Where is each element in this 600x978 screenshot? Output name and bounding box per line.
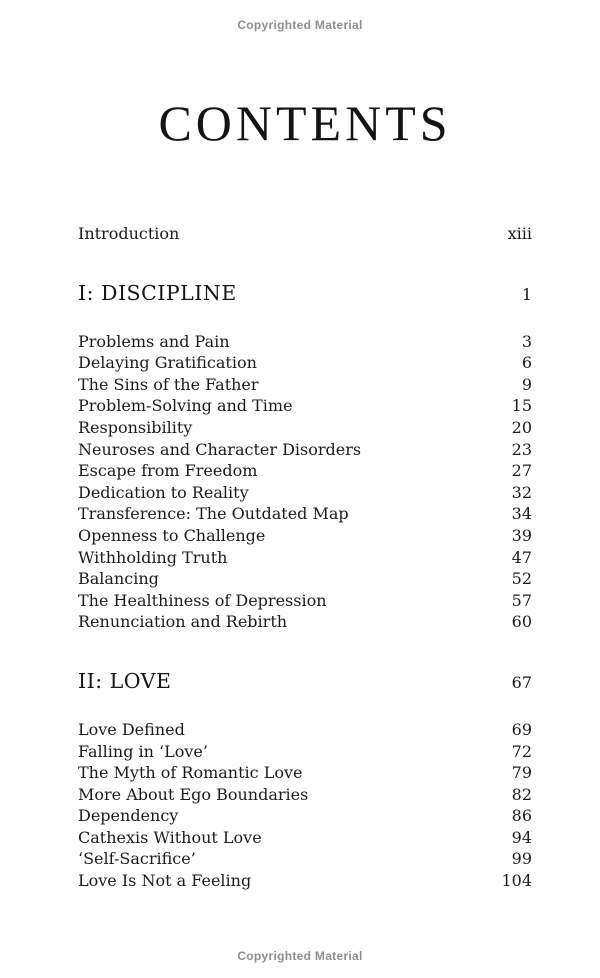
toc-row — [78, 719, 532, 741]
toc-entry-label: Renunciation and Rebirth — [78, 612, 288, 632]
toc-row — [78, 784, 532, 806]
toc-entry-label: The Healthiness of Depression — [78, 590, 327, 610]
copyright-notice-top: Copyrighted Material — [237, 18, 363, 32]
toc-entry-page: 57 — [511, 590, 532, 610]
toc-entry-label: Transference: The Outdated Map — [78, 504, 349, 524]
page-title: CONTENTS — [158, 95, 452, 151]
toc-entry-page: xiii — [507, 224, 532, 243]
toc-entry-page: 15 — [511, 396, 532, 416]
section-heading-label: II: LOVE — [78, 668, 172, 693]
toc-entry-label: Balancing — [78, 569, 159, 589]
toc-entry-page: 27 — [511, 461, 532, 481]
toc-entry-label: The Sins of the Father — [78, 374, 259, 394]
toc-entry-label: Neuroses and Character Disorders — [78, 439, 362, 459]
toc-entry-page: 94 — [511, 827, 532, 847]
copyright-notice-bottom: Copyrighted Material — [237, 949, 363, 963]
toc-entry-page: 86 — [511, 806, 532, 826]
toc-entry-page: 20 — [511, 417, 532, 437]
toc-entry-label: Dedication to Reality — [78, 482, 249, 502]
toc-entry-label: Love Is Not a Feeling — [78, 871, 252, 891]
toc-entry-page: 23 — [511, 439, 532, 459]
toc-entry-page: 60 — [511, 612, 532, 632]
toc-row — [78, 395, 532, 417]
toc-entry-label: Withholding Truth — [78, 547, 228, 567]
toc-section-heading — [78, 670, 532, 694]
toc-entry-page: 32 — [511, 482, 532, 502]
toc-entry-page: 69 — [511, 719, 532, 739]
toc-front-matter-row — [78, 223, 532, 245]
toc-entry-label: Responsibility — [78, 417, 193, 437]
toc-row — [78, 762, 532, 784]
toc-row — [78, 374, 532, 396]
toc-entry-label: Falling in ‘Love’ — [78, 741, 208, 761]
toc-entry-label: Problems and Pain — [78, 331, 230, 351]
toc-section-heading — [78, 282, 532, 306]
toc-row — [78, 741, 532, 763]
toc-row — [78, 848, 532, 870]
section-heading-page: 67 — [511, 672, 532, 692]
toc-row — [78, 827, 532, 849]
toc-entry-page: 79 — [511, 763, 532, 783]
toc-entry-page: 72 — [511, 741, 532, 761]
toc-row — [78, 439, 532, 461]
table-of-contents — [78, 223, 532, 892]
toc-entry-page: 52 — [511, 569, 532, 589]
toc-row — [78, 568, 532, 590]
toc-entry-page: 39 — [511, 525, 532, 545]
toc-entry-page: 82 — [511, 784, 532, 804]
toc-entry-label: Problem-Solving and Time — [78, 396, 293, 416]
toc-row — [78, 611, 532, 633]
toc-row — [78, 590, 532, 612]
toc-row — [78, 352, 532, 374]
toc-entry-label: The Myth of Romantic Love — [78, 763, 303, 783]
toc-entry-label: Delaying Gratification — [78, 353, 257, 373]
section-heading-page: 1 — [521, 284, 532, 304]
toc-entry-page: 104 — [501, 871, 532, 891]
toc-entry-label: Openness to Challenge — [78, 525, 266, 545]
toc-row — [78, 331, 532, 353]
toc-row — [78, 417, 532, 439]
toc-entry-label: Escape from Freedom — [78, 461, 258, 481]
toc-entry-label: Cathexis Without Love — [78, 827, 262, 847]
toc-entry-label: Introduction — [78, 224, 180, 243]
toc-row — [78, 525, 532, 547]
toc-entry-page: 99 — [511, 849, 532, 869]
toc-entry-page: 9 — [521, 374, 532, 394]
toc-row — [78, 870, 532, 892]
toc-entry-label: More About Ego Boundaries — [78, 784, 309, 804]
toc-entry-page: 34 — [511, 504, 532, 524]
toc-row — [78, 547, 532, 569]
toc-entry-page: 3 — [521, 331, 532, 351]
toc-row — [78, 805, 532, 827]
toc-row — [78, 503, 532, 525]
toc-entry-page: 6 — [521, 353, 532, 373]
toc-entry-label: Love Defined — [78, 719, 185, 739]
section-heading-label: I: DISCIPLINE — [78, 280, 237, 305]
toc-entry-page: 47 — [511, 547, 532, 567]
toc-entry-label: ‘Self-Sacrifice’ — [78, 849, 196, 869]
toc-row — [78, 482, 532, 504]
toc-entry-label: Dependency — [78, 806, 179, 826]
toc-row — [78, 460, 532, 482]
